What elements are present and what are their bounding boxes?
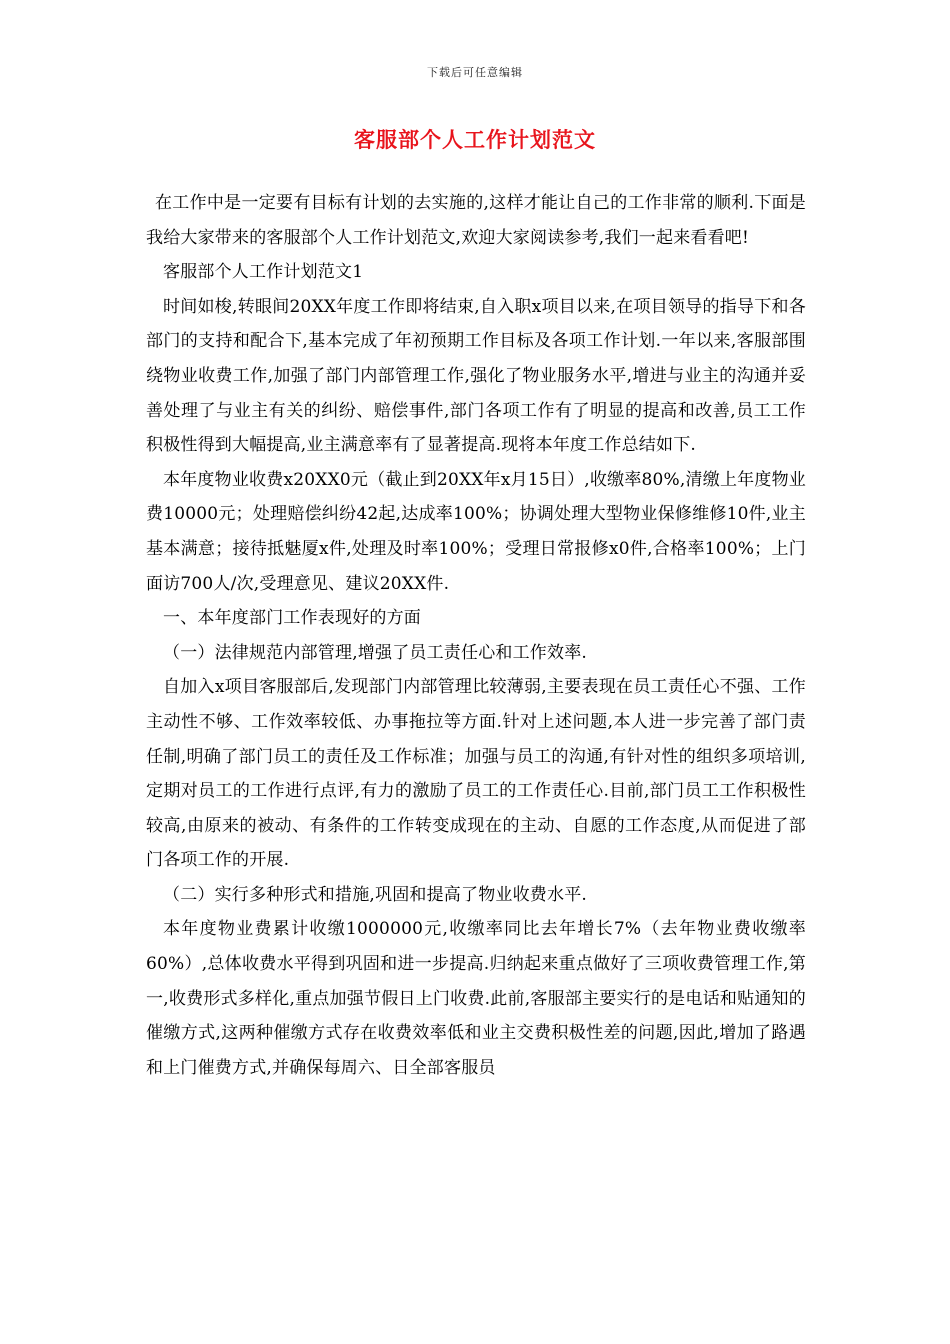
- body-paragraph: 本年度物业收费x20XX0元（截止到20XX年x月15日）,收缴率80%,清缴上年度物业费10000元；处理赔偿纠纷42起,达成率100%；协调处理大型物业保修维修10件,业主基本满意；接待抵魅厦x件,处理及时率100%；受理日常报修x0件,合格率100%；上门面访700人/次,受理意见、建议20XX件.: [146, 469, 806, 594]
- section-heading: 一、本年度部门工作表现好的方面: [163, 608, 421, 629]
- body-paragraph: 自加入x项目客服部后,发现部门内部管理比较薄弱,主要表现在员工责任心不强、工作主动性不够、工作效率较低、办事拖拉等方面.针对上述问题,本人进一步完善了部门责任制,明确了部门员工的责任及工作标准；加强与员工的沟通,有针对性的组织多项培训,定期对员工的工作进行点评,有力的激励了员工的工作责任心.目前,部门员工工作积极性较高,由原来的被动、有条件的工作转变成现在的主动、自愿的工作态度,从而促进了部门各项工作的开展.: [146, 677, 806, 871]
- intro-paragraph: 在工作中是一定要有目标有计划的去实施的,这样才能让自己的工作非常的顺利.下面是我给大家带来的客服部个人工作计划范文,欢迎大家阅读参考,我们一起来看看吧!: [146, 193, 806, 248]
- subsection-heading: （二）实行多种形式和措施,巩固和提高了物业收费水平.: [163, 884, 588, 905]
- document-title: 客服部个人工作计划范文: [354, 127, 596, 152]
- section-heading: 客服部个人工作计划范文1: [163, 262, 364, 283]
- body-paragraph: 时间如梭,转眼间20XX年度工作即将结束,自入职x项目以来,在项目领导的指导下和各部门的支持和配合下,基本完成了年初预期工作目标及各项工作计划.一年以来,客服部围绕物业收费工作,加强了部门内部管理工作,强化了物业服务水平,增进与业主的沟通并妥善处理了与业主有关的纠纷、赔偿事件,部门各项工作有了明显的提高和改善,员工工作积极性得到大幅提高,业主满意率有了显著提高.现将本年度工作总结如下.: [146, 296, 806, 456]
- subsection-heading: （一）法律规范内部管理,增强了员工责任心和工作效率.: [163, 642, 588, 663]
- body-paragraph: 本年度物业费累计收缴1000000元,收缴率同比去年增长7%（去年物业费收缴率60%）,总体收费水平得到巩固和进一步提高.归纳起来重点做好了三项收费管理工作,第一,收费形式多样化,重点加强节假日上门收费.此前,客服部主要实行的是电话和贴通知的催缴方式,这两种催缴方式存在收费效率低和业主交费积极性差的问题,因此,增加了路遇和上门催费方式,并确保每周六、日全部客服员: [146, 919, 806, 1078]
- header-note: 下载后可任意编辑: [427, 66, 523, 79]
- document-body: [146, 186, 806, 1085]
